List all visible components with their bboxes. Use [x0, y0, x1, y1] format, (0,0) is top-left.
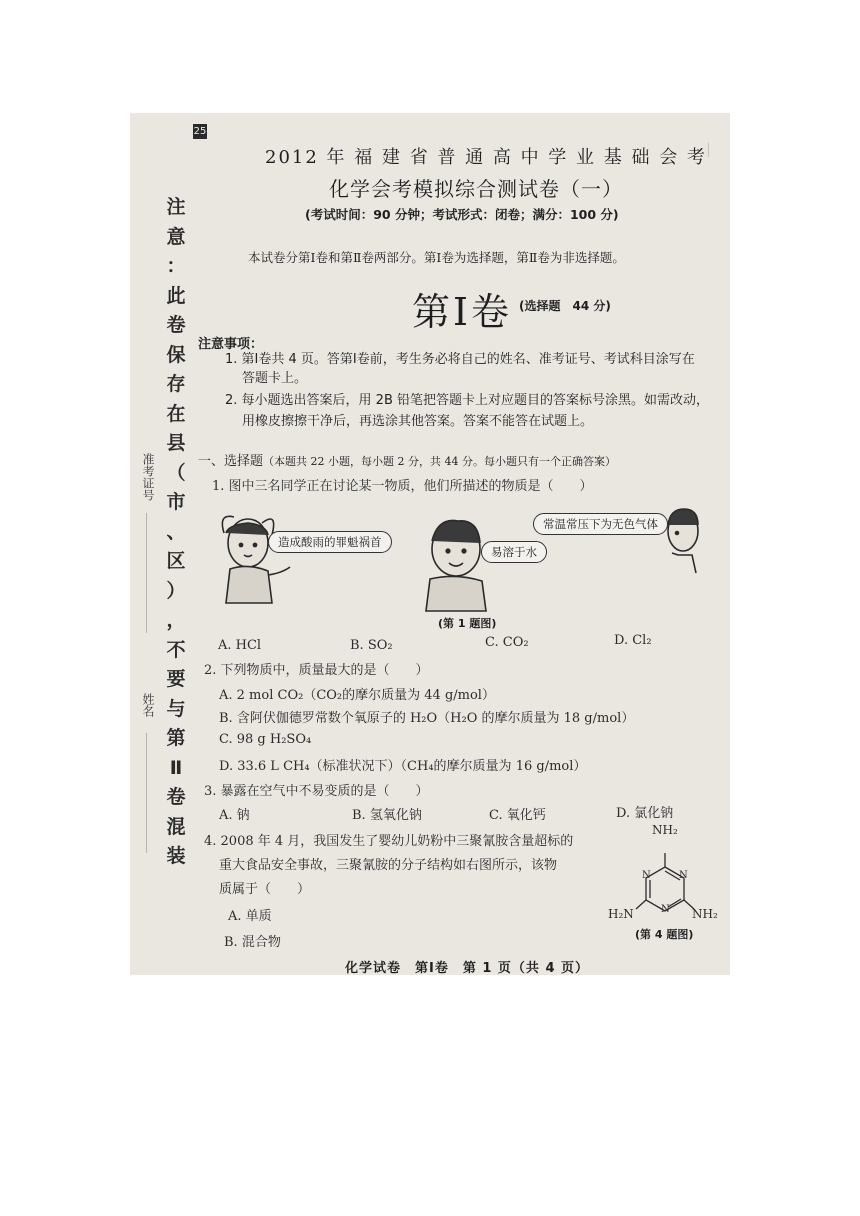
ring-atom-n1: N — [642, 870, 651, 881]
exam-info: (考试时间：90 分钟；考试形式：闭卷；满分：100 分) — [305, 207, 619, 222]
q3-stem: 3. 暴露在空气中不易变质的是（ ） — [204, 784, 429, 799]
q1-caption: (第 1 题图) — [438, 617, 497, 630]
exam-sheet — [130, 113, 730, 975]
section-note: （本题共 22 小题，每小题 2 分，共 44 分。每小题只有一个正确答案） — [263, 455, 616, 468]
q3-option-d: D. 氯化钠 — [616, 806, 674, 821]
ring-atom-n3: N — [661, 904, 670, 915]
q2-option-d: D. 33.6 L CH₄（标准状况下）（CH₄的摩尔质量为 16 g/mol） — [219, 759, 587, 774]
volume-title: 第Ⅰ卷 — [412, 290, 513, 334]
q1-bubble-left: 造成酸雨的罪魁祸首 — [268, 531, 392, 553]
page-footer: 化学试卷 第Ⅰ卷 第 1 页（共 4 页） — [345, 961, 590, 975]
section-title: 一、选择题 — [198, 454, 264, 469]
q1-bubble-right: 常温常压下为无色气体 — [533, 513, 668, 535]
girl-figure — [222, 516, 290, 603]
q3-option-b: B. 氢氧化钠 — [352, 808, 422, 823]
q1-option-a: A. HCl — [218, 638, 262, 653]
q4-option-a: A. 单质 — [228, 909, 272, 924]
q3-option-a: A. 钠 — [219, 808, 250, 823]
notice-item2-line1: 2. 每小题选出答案后，用 2B 铅笔把答题卡上对应题目的答案标号涂黑。如需改动， — [225, 393, 709, 408]
q1-option-d: D. Cl₂ — [614, 633, 652, 648]
admission-number-line — [146, 513, 147, 633]
page-number-tag: 25 — [193, 126, 207, 137]
q4-stem-line3: 质属于（ ） — [219, 882, 311, 897]
q4-option-b: B. 混合物 — [224, 935, 281, 950]
q4-caption: (第 4 题图) — [635, 928, 694, 941]
structure-left-group: H₂N — [608, 907, 634, 921]
boy-figure — [426, 520, 486, 611]
exam-title-line1: 2012 年 福 建 省 普 通 高 中 学 业 基 础 会 考 — [265, 147, 707, 168]
man-figure — [668, 509, 698, 573]
volume-subtitle: (选择题 44 分) — [519, 299, 611, 313]
ring-atom-n2: N — [679, 870, 688, 881]
bleed-through: ▏ — [708, 143, 718, 157]
q4-stem-line1: 4. 2008 年 4 月，我国发生了婴幼儿奶粉中三聚氰胺含量超标的 — [204, 834, 574, 849]
q3-option-c: C. 氧化钙 — [489, 808, 546, 823]
name-line — [146, 733, 147, 853]
q2-option-b: B. 含阿伏伽德罗常数个氧原子的 H₂O（H₂O 的摩尔质量为 18 g/mol） — [219, 711, 635, 726]
binding-notice-vertical: 注 意 ： 此 卷 保 存 在 县 （ 市 、 区 ） ， 不 要 与 第 Ⅱ 卷 混 装 — [166, 196, 186, 867]
notice-heading: 注意事项： — [198, 337, 264, 352]
q1-option-b: B. SO₂ — [350, 638, 393, 653]
structure-right-group: NH₂ — [692, 907, 718, 921]
q1-bubble-middle: 易溶于水 — [481, 541, 547, 563]
q4-stem-line2: 重大食品安全事故，三聚氰胺的分子结构如右图所示，该物 — [219, 858, 558, 873]
name-label: 姓名 — [141, 693, 155, 717]
notice-item1-line1: 1. 第Ⅰ卷共 4 页。答第Ⅰ卷前，考生务必将自己的姓名、准考证号、考试科目涂写在 — [225, 352, 695, 367]
admission-number-label: 准考证号 — [141, 453, 155, 501]
q2-option-c: C. 98 g H₂SO₄ — [219, 732, 312, 747]
q1-option-c: C. CO₂ — [485, 635, 529, 650]
section-heading — [198, 450, 616, 469]
q2-option-a: A. 2 mol CO₂（CO₂的摩尔质量为 44 g/mol） — [219, 688, 495, 703]
q1-stem: 1. 图中三名同学正在讨论某一物质，他们所描述的物质是（ ） — [212, 479, 593, 494]
paper-intro: 本试卷分第Ⅰ卷和第Ⅱ卷两部分。第Ⅰ卷为选择题，第Ⅱ卷为非选择题。 — [248, 250, 625, 265]
exam-title-line2: 化学会考模拟综合测试卷（一） — [329, 177, 623, 201]
q2-stem: 2. 下列物质中，质量最大的是（ ） — [204, 663, 429, 678]
structure-top-group: NH₂ — [652, 823, 678, 837]
notice-item1-line2: 答题卡上。 — [242, 371, 308, 386]
notice-item2-line2: 用橡皮擦擦干净后，再选涂其他答案。答案不能答在试题上。 — [242, 414, 594, 429]
